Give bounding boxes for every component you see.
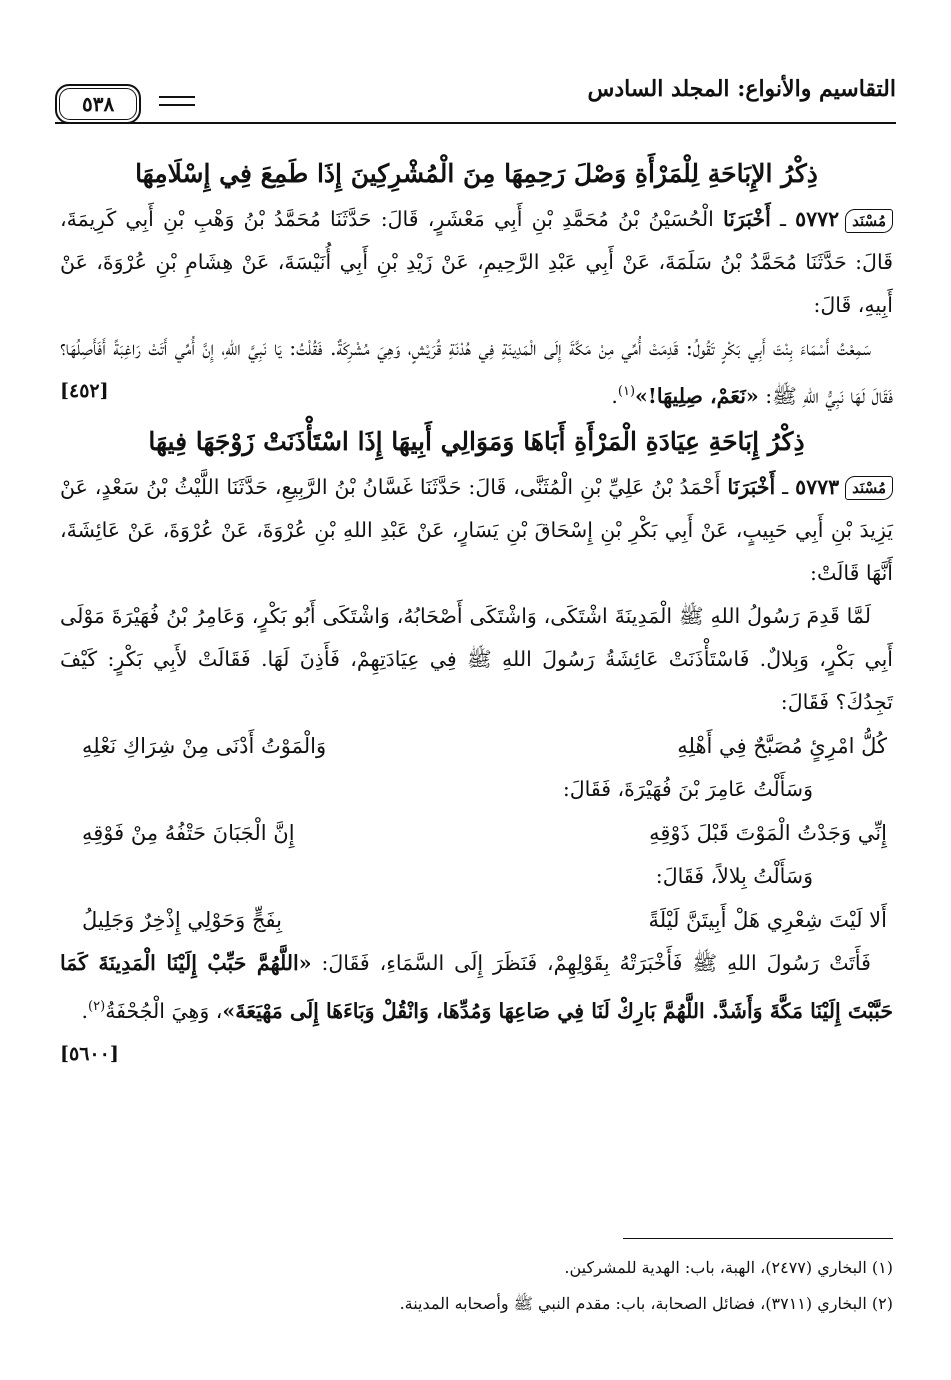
hadith-5773-closing [60,942,893,1065]
akhbarana-word: أَخْبَرَنَا [727,474,776,499]
poetry-verse-3 [60,898,893,942]
section-heading-1: ذِكْرُ الإِبَاحَةِ لِلْمَرْأَةِ وَصْلَ رَحِمِهَا مِنَ الْمُشْرِكِينَ إِذَا طَمِعَ فِي إِسْلَامِهَا [135,159,818,188]
footnotes [60,1250,893,1322]
poetry-verse-2 [60,811,893,855]
hadith-5773-isnad: مُسْنَد٥٧٧٣ ـ أَخْبَرَنَا أَحْمَدُ بْنُ عَلِيِّ بْنِ الْمُثَنَّى، قَالَ: حَدَّثَنَا غَسَّانُ بْنُ الرَّبِيعِ، حَدَّثَنَا اللَّيْثُ بْنُ سَعْدٍ، عَنْ يَزِيدَ بْنِ أَبِي حَبِيبٍ، عَنْ أَبِي بَكْرِ بْنِ إِسْحَاقَ بْنِ يَسَارٍ، عَنْ عَبْدِ اللهِ بْنِ عُرْوَةَ، عَنْ عُرْوَةَ، عَنْ عَائِشَةَ، أَنَّهَا قَالَتْ: [60,474,893,585]
page-number-box [55,84,141,124]
section-heading-2: ذِكْرُ إِبَاحَةِ عِيَادَةِ الْمَرْأَةِ أَبَاهَا وَمَوَالِي أَبِيهَا إِذَا اسْتَأْذَنَتْ زَوْجَهَا فِيهَا [148,426,805,456]
verse-intro: وَسَأَلْتُ بِلالاً، فَقَالَ: [655,863,813,888]
running-title: التقاسيم والأنواع: المجلد السادس [587,76,896,102]
akhbarana-word: أَخْبَرَنَا [722,207,771,231]
header-rule [55,122,896,124]
page-header [55,70,896,130]
reference-number: [٥٦٠٠] [60,1042,119,1065]
verse-intro: وَسَأَلْتُ عَامِرَ بْنَ فُهَيْرَةَ، فَقَالَ: [562,776,813,801]
page-content [60,150,893,1076]
page-number: ٥٣٨ [59,88,137,120]
hadith-5773-matn: لَمَّا قَدِمَ رَسُولُ اللهِ ﷺ الْمَدِينَةَ اشْتَكَى، وَاشْتَكَى أَصْحَابُهُ، وَاشْتَكَى أَبُو بَكْرٍ، وَعَامِرُ بْنُ فُهَيْرَةَ مَوْلَى أَبِي بَكْرٍ، وَبِلالٌ. فَاسْتَأْذَنَتْ عَائِشَةُ رَسُولَ اللهِ ﷺ فِي عِيَادَتِهِمْ، فَأَذِنَ لَهَا. فَقَالَتْ لأَبِي بَكْرٍ: كَيْفَ تَجِدُكَ؟ فَقَالَ: [60,603,893,714]
matn-text: سَمِعْتُ أَسْمَاءَ بِنْتَ أَبِي بَكْرٍ تَقُولُ: قَدِمَتْ أُمِّي مِنْ مَكَّةَ إِلَى الْمَدِينَةِ فِي هُدْنَةِ قُرَيْشٍ، وَهِيَ مُشْرِكَةٌ. فَقُلْتُ: يَا نَبِيَّ اللهِ، إِنَّ أُمِّي أَتَتْ رَاغِبَةً أَفَأَصِلُهَا؟ فَقَالَ لَهَا نَبِيُّ اللهِ ﷺ: [60,336,893,408]
hadith-5772-matn: سَمِعْتُ أَسْمَاءَ بِنْتَ أَبِي بَكْرٍ تَقُولُ: قَدِمَتْ أُمِّي مِنْ مَكَّةَ إِلَى الْمَدِينَةِ فِي هُدْنَةِ قُرَيْشٍ، وَهِيَ مُشْرِكَةٌ. فَقُلْتُ: يَا نَبِيَّ اللهِ، إِنَّ أُمِّي أَتَتْ رَاغِبَةً أَفَأَصِلُهَا؟ فَقَالَ لَهَا نَبِيُّ اللهِ ﷺ: «نَعَمْ، صِلِيهَا!»$^{(١)}$. [٤٥٢] [60,327,893,418]
hadith-number: ٥٧٧٣ [795,474,840,499]
page-number-ornament [55,84,355,124]
verse-hemistich-first: أَلا لَيْتَ شِعْرِي هَلْ أَبِيتَنَّ لَيْلَةً [648,907,887,932]
ending-text: ، وَهِيَ الْجُحْفَةُ [105,998,223,1023]
isnad-text: أَحْمَدُ بْنُ عَلِيِّ بْنِ الْمُثَنَّى، قَالَ: حَدَّثَنَا غَسَّانُ بْنُ الرَّبِيعِ، حَدَّثَنَا اللَّيْثُ بْنُ سَعْدٍ، عَنْ يَزِيدَ بْنِ أَبِي حَبِيبٍ، عَنْ أَبِي بَكْرِ بْنِ إِسْحَاقَ بْنِ يَسَارٍ، عَنْ عَبْدِ اللهِ بْنِ عُرْوَةَ، عَنْ عُرْوَةَ، عَنْ عَائِشَةَ، أَنَّهَا قَالَتْ: [60,474,893,585]
verse-hemistich-first: كُلُّ امْرِئٍ مُصَبَّحٌ فِي أَهْلِهِ [677,733,887,758]
footnote-mark: (٢) [88,998,106,1014]
period: . [81,998,89,1023]
hadith-marker-icon: مُسْنَد [845,476,893,500]
dua-text: «اللَّهُمَّ حَبِّبْ إِلَيْنَا الْمَدِينَةَ كَمَا حَبَّبْتَ إِلَيْنَا مَكَّةَ وَأَشَدَّ. اللَّهُمَّ بَارِكْ لَنَا فِي صَاعِهَا وَمُدِّهَا، وَانْقُلْ وَبَاءَهَا إِلَى مَهْيَعَةَ» [60,950,893,1023]
hadith-number: ٥٧٧٢ [795,207,840,231]
verse-hemistich-first: إِنِّي وَجَدْتُ الْمَوْتَ قَبْلَ ذَوْقِهِ [649,820,887,845]
header-double-rule-short [159,96,195,106]
prophet-quote: «نَعَمْ، صِلِيهَا!» [635,383,759,408]
poetry-verse-1 [60,724,893,768]
footnote-1: (١) البخاري (٢٤٧٧)، الهبة، باب: الهدية للمشركين. [564,1258,893,1277]
footnote-separator [623,1238,893,1239]
footnote-2: (٢) البخاري (٣٧١١)، فضائل الصحابة، باب: مقدم النبي ﷺ وأصحابه المدينة. [399,1294,893,1313]
reference-number: [٤٥٢] [60,380,109,402]
closing-text: فَأَتَتْ رَسُولَ اللهِ ﷺ فَأَخْبَرَتْهُ بِقَوْلِهِمْ، فَنَظَرَ إِلَى السَّمَاءِ، فَقَالَ: [321,950,871,975]
verse-hemistich-second: بِفَجٍّ وَحَوْلِي إِذْخِرٌ وَجَلِيلُ [82,907,282,932]
verse-hemistich-second: إِنَّ الْجَبَانَ حَتْفُهُ مِنْ فَوْقِهِ [82,820,295,845]
isnad-text: الْحُسَيْنُ بْنُ مُحَمَّدِ بْنِ أَبِي مَعْشَرٍ، قَالَ: حَدَّثَنَا مُحَمَّدُ بْنُ وَهْبِ بْنِ أَبِي كَرِيمَةَ، قَالَ: حَدَّثَنَا مُحَمَّدُ بْنُ سَلَمَةَ، عَنْ أَبِي عَبْدِ الرَّحِيمِ، عَنْ زَيْدِ بْنِ أَبِي أُنَيْسَةَ، عَنْ هِشَامِ بْنِ عُرْوَةَ، عَنْ أَبِيهِ، قَالَ: [60,207,893,317]
hadith-marker-icon: مُسْنَد [845,209,893,233]
hadith-5772-isnad: مُسْنَد٥٧٧٢ ـ أَخْبَرَنَا الْحُسَيْنُ بْنُ مُحَمَّدِ بْنِ أَبِي مَعْشَرٍ، قَالَ: حَدَّثَنَا مُحَمَّدُ بْنُ وَهْبِ بْنِ أَبِي كَرِيمَةَ، قَالَ: حَدَّثَنَا مُحَمَّدُ بْنُ سَلَمَةَ، عَنْ أَبِي عَبْدِ الرَّحِيمِ، عَنْ زَيْدِ بْنِ أَبِي أُنَيْسَةَ، عَنْ هِشَامِ بْنِ عُرْوَةَ، عَنْ أَبِيهِ، قَالَ: [60,207,893,317]
verse-hemistich-second: وَالْمَوْتُ أَدْنَى مِنْ شِرَاكِ نَعْلِهِ [82,733,327,758]
footnote-mark: (١) [617,384,636,399]
